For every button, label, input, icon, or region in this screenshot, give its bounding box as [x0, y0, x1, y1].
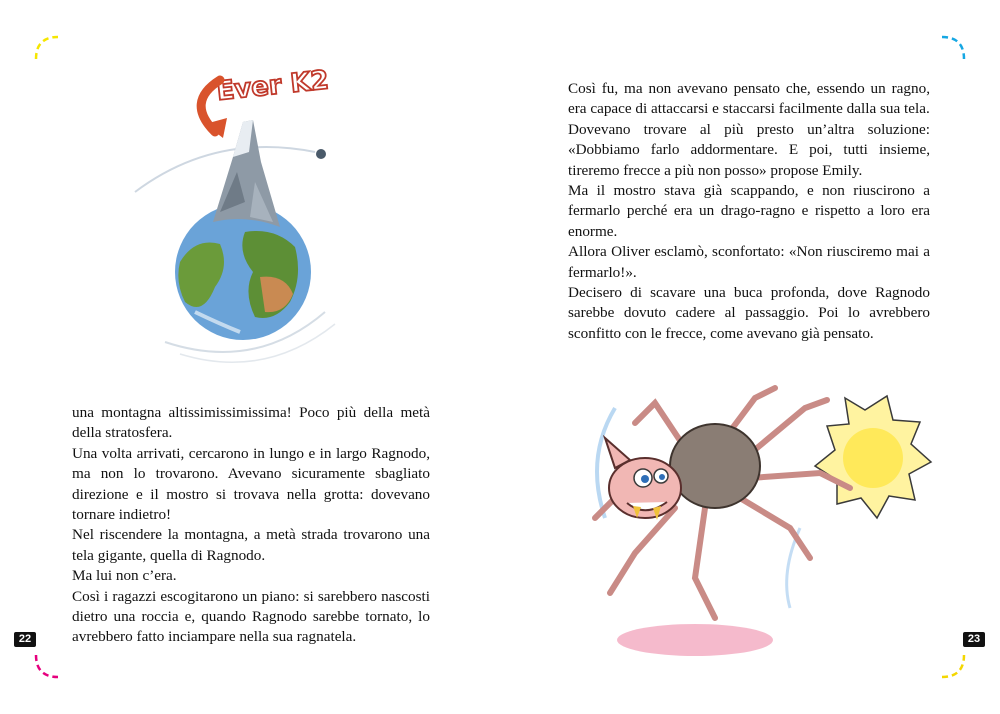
left-paragraph: Una volta arrivati, cercarono in lungo e in largo Ragnodo, ma non lo trovarono. Avevano sicuramente sbagliato direzione e il mostro si trovava nella grotta: dovevano tornare indietro!	[72, 444, 430, 524]
left-paragraph: Nel riscendere la montagna, a metà strada trovarono una tela gigante, quella di Ragnodo.	[72, 526, 430, 564]
sun-icon	[815, 396, 931, 518]
left-paragraph: una montagna altissimissimissima! Poco più della metà della stratosfera.	[72, 404, 430, 442]
right-paragraph: Così fu, ma non avevano pensato che, essendo un ragno, era capace di attaccarsi e staccarsi facilmente dalla sua tela.	[568, 80, 930, 118]
right-paragraph: Decisero di scavare una buca profonda, dove Ragnodo sarebbe dovuto cadere al passaggio. Poi lo avrebbero sconfitto con le frecce, come avevano già pensato.	[568, 284, 930, 342]
spider-body	[670, 424, 760, 508]
left-page-text	[72, 403, 430, 648]
page-number-left: 22	[14, 632, 36, 647]
right-paragraph: Allora Oliver esclamò, sconfortato: «Non riusciremo mai a fermarlo!».	[568, 243, 930, 281]
left-paragraph: Così i ragazzi escogitarono un piano: si sarebbero nascosti dietro una roccia e, quando Ragnodo sarebbe tornato, lo avrebbero fatto inciampare nella sua ragnatela.	[72, 587, 430, 646]
right-paragraph: Ma il mostro stava già scappando, e non riuscirono a fermarlo perché era un drago-ragno e rispetto a loro era enorme.	[568, 182, 930, 240]
satellite-icon	[316, 149, 326, 159]
ground-shadow	[617, 624, 773, 656]
earth-mountain-illustration	[125, 62, 375, 392]
left-paragraph: Ma lui non c’era.	[72, 567, 177, 585]
right-paragraph: Dovevano trovare al più presto un’altra soluzione: «Dobbiamo farlo addormentare. E poi, tutti insieme, tireremo frecce a più non posso» propose Emily.	[568, 120, 930, 179]
ever-k2-sign: Ever K2	[215, 65, 331, 107]
page-number-right: 23	[963, 632, 985, 647]
right-page-text	[568, 79, 930, 344]
spider-dragon-illustration	[575, 378, 950, 668]
